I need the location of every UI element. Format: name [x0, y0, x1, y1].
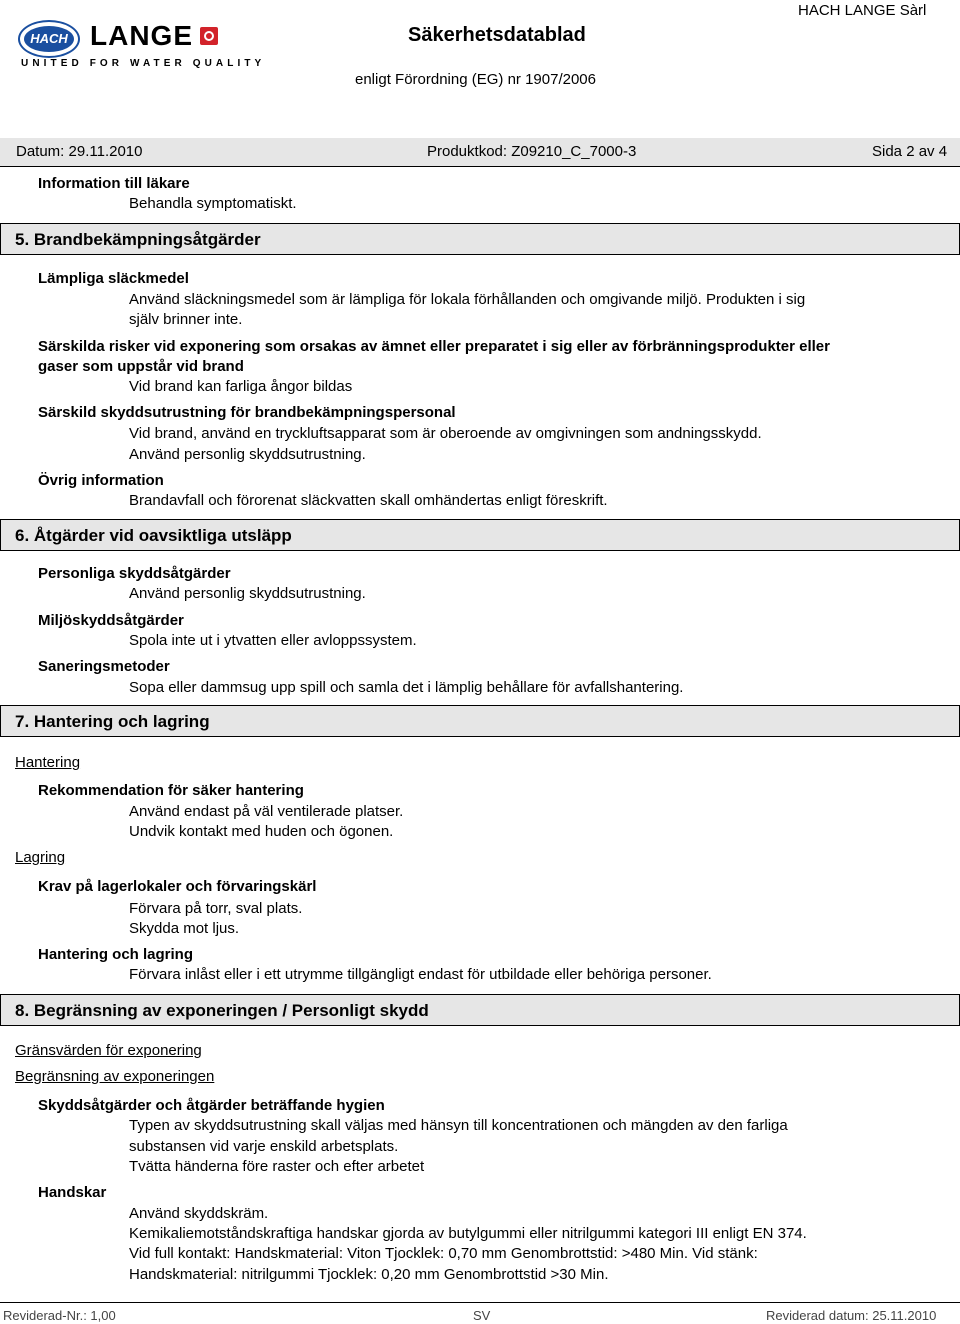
field-label: Särskild skyddsutrustning för brandbekämpningspersonal [38, 404, 456, 421]
lange-logo-mark-icon [200, 27, 218, 45]
field-value: Förvara inlåst eller i ett utrymme tillgängligt endast för utbildade eller behöriga personer. [129, 966, 712, 983]
field-label: Hantering och lagring [38, 946, 194, 963]
hach-logo [18, 20, 80, 58]
field-label: Särskilda risker vid exponering som orsakas av ämnet eller preparatet i sig eller av förbränningsprodukter eller [38, 338, 830, 355]
field-value: Sopa eller dammsug upp spill och samla det i lämplig behållare för avfallshantering. [129, 679, 684, 696]
subsection-heading: Gränsvärden för exponering [15, 1042, 202, 1059]
section-title: 8. Begränsning av exponeringen / Personligt skydd [15, 1001, 429, 1020]
hach-logo-text: HACH [24, 26, 74, 52]
logo-tagline: UNITED FOR WATER QUALITY [21, 58, 266, 69]
section-title: 5. Brandbekämpningsåtgärder [15, 230, 261, 249]
field-label: Saneringsmetoder [38, 658, 170, 675]
field-value: Använd personlig skyddsutrustning. [129, 446, 366, 463]
field-value: Undvik kontakt med huden och ögonen. [129, 823, 394, 840]
field-value: substansen vid varje enskild arbetsplats. [129, 1138, 399, 1155]
footer-divider [0, 1302, 960, 1303]
field-label: Handskar [38, 1184, 107, 1201]
section-header-8 [0, 994, 960, 1026]
revised-date: Reviderad datum: 25.11.2010 [766, 1308, 937, 1323]
document-title: Säkerhetsdatablad [408, 24, 586, 46]
field-value: Brandavfall och förorenat släckvatten skall omhändertas enligt föreskrift. [129, 492, 608, 509]
field-label: Krav på lagerlokaler och förvaringskärl [38, 878, 317, 895]
field-value: själv brinner inte. [129, 311, 243, 328]
field-label: Information till läkare [38, 175, 190, 192]
field-value: Kemikaliemotståndskraftiga handskar gjorda av butylgummi eller nitrilgummi kategori III enligt EN 374. [129, 1225, 807, 1242]
field-value: Förvara på torr, sval plats. [129, 900, 303, 917]
field-value: Använd skyddskräm. [129, 1205, 269, 1222]
revision-number: Reviderad-Nr.: 1,00 [3, 1308, 116, 1323]
document-date: Datum: 29.11.2010 [16, 143, 143, 160]
regulation-reference: enligt Förordning (EG) nr 1907/2006 [355, 71, 596, 88]
field-label: Lämpliga släckmedel [38, 270, 189, 287]
field-value: Använd endast på väl ventilerade platser. [129, 803, 404, 820]
field-value: Använd personlig skyddsutrustning. [129, 585, 366, 602]
field-label: Personliga skyddsåtgärder [38, 565, 231, 582]
field-label: gaser som uppstår vid brand [38, 358, 244, 375]
section-title: 7. Hantering och lagring [15, 712, 210, 731]
field-value: Handskmaterial: nitrilgummi Tjocklek: 0,20 mm Genombrottstid >30 Min. [129, 1266, 609, 1283]
subsection-heading: Hantering [15, 754, 81, 771]
document-meta-bar [0, 138, 960, 167]
subsection-heading: Lagring [15, 849, 66, 866]
section-title: 6. Åtgärder vid oavsiktliga utsläpp [15, 526, 292, 545]
field-value: Tvätta händerna före raster och efter arbetet [129, 1158, 425, 1175]
lange-logo: LANGE [90, 20, 193, 51]
field-value: Vid brand, använd en tryckluftsapparat som är oberoende av omgivningen som andningsskydd. [129, 425, 762, 442]
field-value: Behandla symptomatiskt. [129, 195, 297, 212]
field-label: Skyddsåtgärder och åtgärder beträffande hygien [38, 1097, 385, 1114]
language-code: SV [473, 1308, 491, 1323]
field-value: Spola inte ut i ytvatten eller avloppssystem. [129, 632, 417, 649]
product-code: Produktkod: Z09210_C_7000-3 [427, 143, 637, 160]
section-header-5 [0, 223, 960, 255]
field-label: Övrig information [38, 472, 164, 489]
subsection-heading: Begränsning av exponeringen [15, 1068, 215, 1085]
page-number: Sida 2 av 4 [872, 143, 948, 160]
field-label: Rekommendation för säker hantering [38, 782, 304, 799]
section-header-7 [0, 705, 960, 737]
field-value: Typen av skyddsutrustning skall väljas med hänsyn till koncentrationen och mängden av den farliga [129, 1117, 788, 1134]
field-value: Vid full kontakt: Handskmaterial: Viton Tjocklek: 0,70 mm Genombrottstid: >480 Min. Vid stänk: [129, 1245, 758, 1262]
company-name: HACH LANGE Sàrl [798, 2, 927, 19]
field-value: Skydda mot ljus. [129, 920, 240, 937]
field-value: Vid brand kan farliga ångor bildas [129, 378, 353, 395]
field-label: Miljöskyddsåtgärder [38, 612, 184, 629]
field-value: Använd släckningsmedel som är lämpliga för lokala förhållanden och omgivande miljö. Produkten i sig [129, 291, 806, 308]
section-header-6 [0, 519, 960, 551]
